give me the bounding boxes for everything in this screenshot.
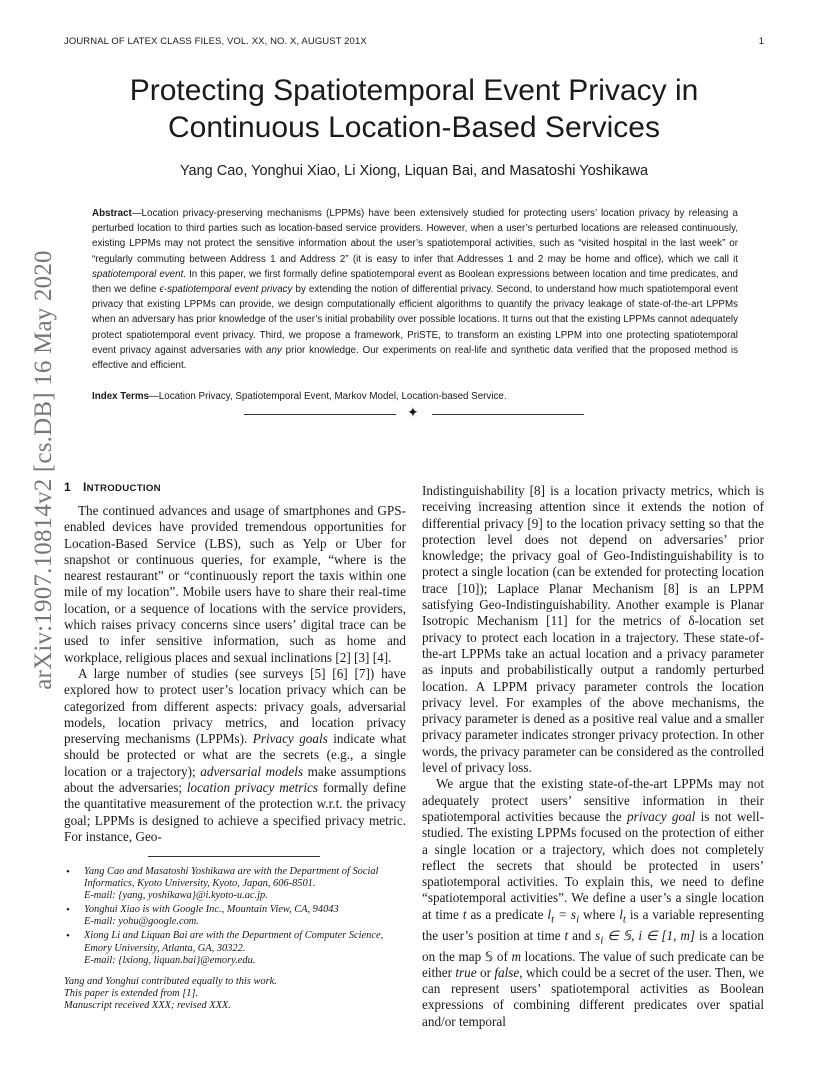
title-line-1: Protecting Spatiotemporal Event Privacy in (129, 74, 699, 107)
emphasis: location privacy metrics (186, 780, 319, 796)
note: Manuscript received XXX; revised XXX. (64, 999, 231, 1011)
footnotes (64, 866, 408, 1012)
section-title-initial: I (82, 480, 87, 494)
separator-line-left (244, 414, 396, 415)
emphasis: Privacy goals (252, 731, 328, 747)
paragraph (64, 666, 406, 845)
footnote-notes (64, 976, 408, 1012)
emphasis: privacy goal (627, 808, 696, 824)
right-column (422, 483, 764, 1030)
math: m (511, 948, 522, 964)
abstract-text: —Location privacy-preserving mechanisms (LPPMs) have been extensively studied for protecting users’ location privacy by releasing a perturbed location to third parties such as location-based service providers. However, when a user’s perturbed locations are released continuously, existing LPPMs may not protect the sensitive information about the user’s spatiotemporal activities, such as “visited hospital in the last week” or “regularly commuting between Address 1 and Address 2” (it is easy to infer that Addresses 1 and 2 may be home and office), which we call it (92, 208, 738, 265)
footnote-item (84, 930, 408, 966)
paragraph-text: make assumptions about the adversaries; (64, 763, 406, 796)
section-heading (64, 480, 161, 494)
abstract (92, 206, 738, 373)
email: E-mail: yohu@google.com. (84, 916, 199, 928)
abstract-emphasis: spatiotemporal event (92, 268, 184, 280)
paper-title (64, 72, 764, 146)
emphasis: false (494, 964, 520, 980)
title-line-2: Continuous Location-Based Services (168, 111, 660, 144)
paragraph-text: A large number of studies (see surveys [5] [6] [7]) have explored how to protect user’s location privacy which can be categorized from different aspects: privacy goals, adversarial models, location privacy metrics, and location privacy preserving mechanisms (LPPMs). (64, 665, 406, 747)
paragraph: Indistinguishability [8] is a location privacty metrics, which is receiving increasing attention since it extends the notion of differential privacy [9] to the location privacy setting so that the protection level does not depend on adversaries’ prior knowledge; the privacy goal of Geo-Indistinguishability is to protect a single location (can be extended for protecting location trace [10]); Laplace Planar Mechanism [8] is an LPPM satisfying Geo-Indistinguishability. Another example is Planar Isotropic Mechanism [11] for the metrics of δ-location set privacy to protect each location in a trajectory. These state-of-the-art LPPMs take an actual location and a privacy parameter as inputs and probabilistically output a randomly perturbed location. A LPPM privacy parameter controls the location privacy level. For examples of the above mechanisms, the privacy parameter is dened as a positive real value and a smaller privacy parameter indicates stronger privacy protection. In other words, the privacy parameter can be considered as the controlled level of privacy loss. (422, 483, 764, 776)
paragraph-text: We argue that the existing state-of-the-art LPPMs may not adequately protect users’ sensitive information in their spatiotemporal activities because the (422, 776, 764, 824)
paragraph-text: is a location on the map 𝕊 of (422, 927, 764, 964)
arxiv-watermark: arXiv:1907.10814v2 [cs.DB] 16 May 2020 (30, 250, 57, 690)
paragraph (422, 776, 764, 1030)
abstract-text: . In this paper, we first formally define spatiotemporal event as Boolean expressions between location and time predicates, and then we define (92, 268, 738, 296)
page-number: 1 (758, 36, 764, 47)
math: i (576, 913, 580, 926)
paragraph-text: is not well-studied. The existing LPPMs focused on the protection of either a single location or a trajectory, which does not completely reflect the secrets that should be protected in users’ spatiotemporal activities. To explain this, we need to define “spatiotemporal activities”. We define a user’s a single location at time (422, 808, 764, 922)
paragraph-text: indicate what should be protected or what are the secrets (e.g., a single location or a trajectory); (64, 731, 407, 779)
paragraph-text: formally define the quantitative measurement of the protection w.r.t. the privacy goal; LPPMs is designed to achieve a specified privacy metric. For instance, Geo- (64, 780, 406, 844)
note: Yang and Yonghui contributed equally to this work. (64, 975, 277, 987)
email: E-mail: {yang, yoshikawa}@i.kyoto-u.ac.jp. (84, 890, 268, 902)
paragraph-text: as a predicate (466, 906, 548, 922)
author-list: Yang Cao, Yonghui Xiao, Li Xiong, Liquan Bai, and Masatoshi Yoshikawa (179, 163, 649, 179)
section-number: 1 (64, 480, 71, 494)
emphasis: adversarial models (200, 763, 304, 779)
emphasis: true (455, 964, 477, 980)
math: ∈ 𝕊, i ∈ [1, m] (603, 927, 696, 943)
separator-line-right (432, 414, 584, 415)
abstract-emphasis: ϵ-spatiotemporal event privacy (159, 284, 293, 296)
paragraph-text: where (579, 906, 620, 922)
math: t (551, 913, 555, 926)
index-terms-label: Index Terms (92, 391, 149, 402)
left-column (64, 503, 406, 845)
footnote-item (84, 904, 408, 928)
abstract-text: prior knowledge. Our experiments on real-life and synthetic data verified that the proposed method is effective and efficient. (92, 344, 738, 372)
paragraph-text: is a variable representing the user’s position at time (422, 906, 764, 943)
affiliation: Xiong Li and Liquan Bai are with the Department of Computer Science, Emory University, Atlanta, GA, 30322. (84, 930, 384, 954)
math: s (595, 927, 601, 943)
abstract-text: by extending the notion of differential privacy. Second, to understand how much spatiotemporal event privacy that existing LPPMs can provide, we design computationally efficient algorithms to quantify the privacy leakage of state-of-the-art LPPMs when an adversary has prior knowledge of the user’s initial probability over possible locations. It turns out that the existing LPPMs cannot adequately protect spatiotemporal event privacy. Third, we propose a framework, PriSTE, to transform an existing LPPM into one protecting spatiotemporal event privacy against adversaries with (92, 284, 738, 356)
math: i (600, 934, 604, 947)
paragraph-text: , which could be a secret of the user. Then, we can represent users’ spatiotemporal activities as Boolean expressions of combining different predicates over spatial and/or temporal (422, 964, 764, 1029)
index-terms (92, 389, 738, 404)
footnote-rule (148, 856, 320, 857)
paragraph-text: locations. The value of such predicate can be either (422, 948, 764, 980)
math: l (547, 906, 552, 922)
footnote-item (84, 866, 408, 902)
math: = s (554, 906, 577, 922)
math: l (619, 906, 623, 922)
affiliation: Yang Cao and Masatoshi Yoshikawa are with the Department of Social Informatics, Kyoto University, Kyoto, Japan, 606-8501. (84, 866, 379, 890)
section-title-rest: NTRODUCTION (86, 483, 161, 494)
math: t (564, 927, 569, 943)
affiliation: Yonghui Xiao is with Google Inc., Mountain View, CA, 94043 (84, 904, 339, 916)
note: This paper is extended from [1]. (64, 987, 199, 999)
running-header: JOURNAL OF LATEX CLASS FILES, VOL. XX, NO. X, AUGUST 201X (64, 36, 367, 47)
email: E-mail: {lxiong, liquan.bai}@emory.edu. (84, 954, 256, 966)
diamond-ornament-icon: ✦ (407, 405, 419, 421)
paragraph-text: or (476, 964, 495, 980)
index-terms-text: —Location Privacy, Spatiotemporal Event, Markov Model, Location-based Service. (149, 391, 507, 402)
paragraph: The continued advances and usage of smartphones and GPS-enabled devices have provided tremendous opportunities for Location-Based Service (LBS), such as Yelp or Uber for snapshot or continuous queries, for example, “where is the nearest restaurant” or “continuously report the taxis within one mile of my location”. Mobile users have to share their real-time location, or a sequence of locations with the service providers, which raises privacy concerns since users’ digital trace can be used to infer sensitive information, such as home and workplace, religious places and sexual inclinations [2] [3] [4]. (64, 503, 406, 665)
math: t (622, 913, 626, 926)
math: t (462, 906, 467, 922)
abstract-emphasis: any (266, 344, 282, 356)
paragraph-text: and (568, 927, 596, 943)
abstract-label: Abstract (92, 208, 132, 219)
